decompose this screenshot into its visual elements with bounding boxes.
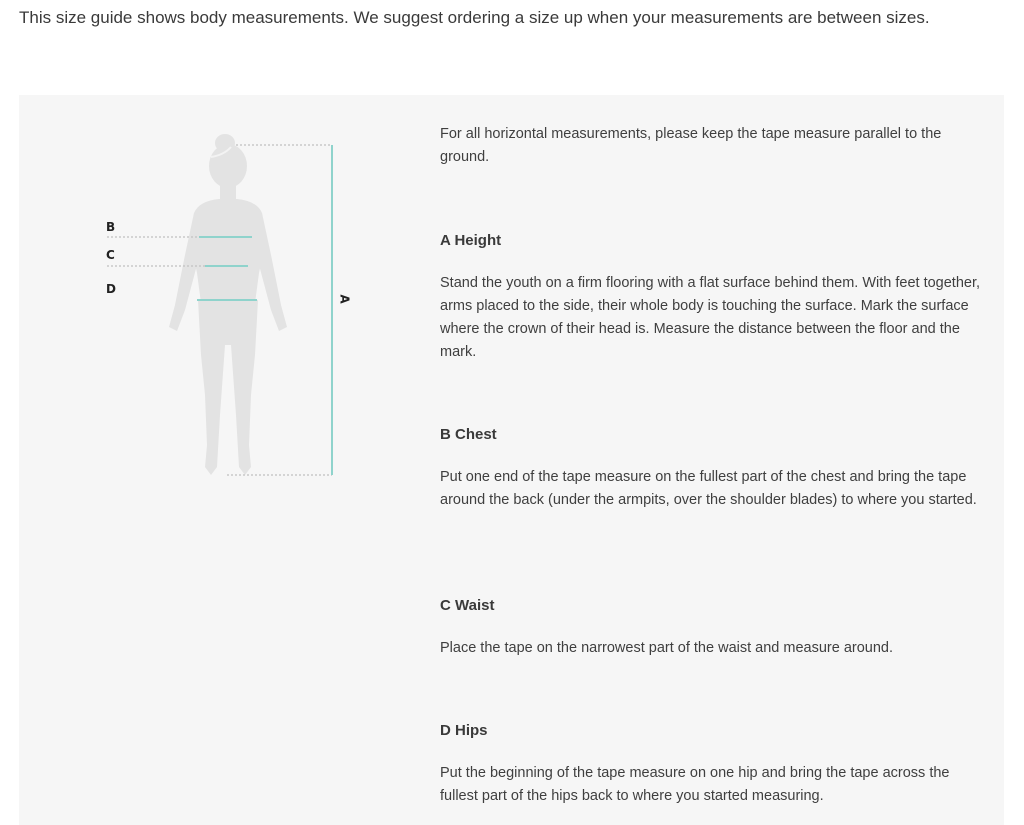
measurement-guide-panel [19, 95, 1004, 825]
chest-label-b: B [106, 220, 116, 234]
waist-label-c: C [106, 248, 115, 262]
hips-instructions: Put the beginning of the tape measure on one hip and bring the tape across the fullest part of the hips back to where you started measuring. [440, 765, 950, 804]
body-measurement-diagram [19, 95, 419, 515]
general-note: For all horizontal measurements, please keep the tape measure parallel to the ground. [440, 126, 942, 165]
height-instructions: Stand the youth on a firm flooring with a flat surface behind them. With feet together, arms placed to the side, their whole body is touching the surface. Mark the surface where the crown of their head is. Measure the distance between the floor and the mark. [440, 275, 981, 360]
height-label-a: A [337, 294, 352, 304]
chest-heading: B Chest [440, 426, 497, 443]
waist-heading: C Waist [440, 597, 495, 614]
youth-silhouette-icon [19, 95, 419, 515]
chest-instructions: Put one end of the tape measure on the fullest part of the chest and bring the tape around the back (under the armpits, over the shoulder blades) to where you started. [440, 469, 977, 508]
waist-instructions: Place the tape on the narrowest part of the waist and measure around. [440, 640, 893, 656]
hips-label-d: D [106, 282, 116, 296]
size-guide-intro: This size guide shows body measurements. We suggest ordering a size up when your measurements are between sizes. [19, 8, 930, 27]
hips-heading: D Hips [440, 722, 488, 739]
height-heading: A Height [440, 232, 502, 249]
